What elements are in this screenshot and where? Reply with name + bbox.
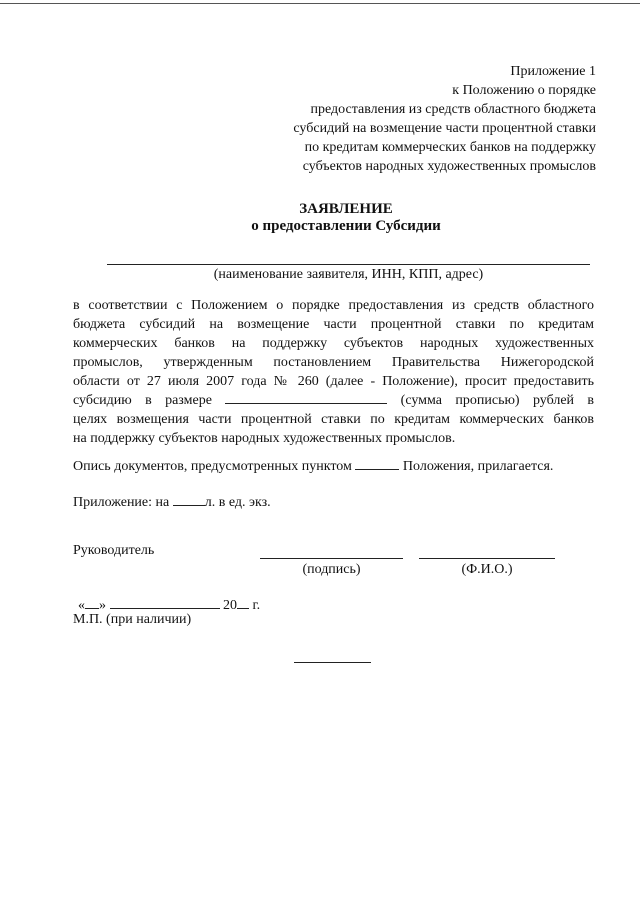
month-blank — [110, 596, 220, 609]
signer-label: Руководитель — [73, 543, 155, 558]
document-title: ЗАЯВЛЕНИЕ — [299, 201, 393, 217]
body-line-amount — [73, 391, 594, 410]
annex-line: субъектов народных художественных промыслов — [302, 159, 596, 174]
name-blank-line — [419, 558, 555, 559]
annex-header — [293, 62, 596, 176]
body-line: коммерческих банков на поддержку субъектов народных художественных — [73, 336, 594, 351]
end-separator-line — [294, 662, 371, 663]
attachment-text-after: л. в ед. экз. — [204, 495, 271, 510]
date-close-quote: » — [99, 598, 106, 613]
amount-label: субсидию в размере — [73, 393, 212, 408]
signature-caption: (подпись) — [302, 562, 361, 577]
annex-line: к Положению о порядке — [452, 83, 596, 98]
year-blank — [237, 596, 249, 609]
body-line: целях возмещения части процентной ставки по кредитам коммерческих банков — [73, 412, 594, 427]
year-prefix: 20 — [223, 598, 237, 613]
date-open-quote: « — [78, 598, 85, 613]
clause-number-blank — [355, 457, 399, 470]
attachment-text-before: Приложение: на — [73, 495, 170, 510]
top-border-line — [0, 3, 640, 4]
body-line: на поддержку субъектов народных художественных промыслов. — [73, 431, 456, 446]
day-blank — [85, 596, 99, 609]
inventory-text-before: Опись документов, предусмотренных пунктом — [73, 459, 352, 474]
body-line: бюджета субсидий на возмещение части процентной ставки по кредитам — [73, 317, 594, 332]
annex-line: Приложение 1 — [510, 64, 596, 79]
annex-line: субсидий на возмещение части процентной ставки — [293, 121, 596, 136]
document-subtitle: о предоставлении Субсидии — [251, 218, 441, 234]
name-caption: (Ф.И.О.) — [461, 562, 513, 577]
body-line: области от 27 июля 2007 года № 260 (далее - Положение), просит предоставить — [73, 374, 594, 389]
stamp-label: М.П. (при наличии) — [73, 612, 192, 627]
inventory-statement — [73, 457, 553, 475]
applicant-blank-line — [107, 264, 590, 265]
amount-caption: (сумма прописью) рублей в — [400, 393, 595, 408]
applicant-caption: (наименование заявителя, ИНН, КПП, адрес) — [213, 267, 484, 282]
body-line: промыслов, утвержденным постановлением Правительства Нижегородской — [73, 355, 594, 370]
attachment-statement — [73, 493, 271, 511]
signature-blank-line — [260, 558, 403, 559]
body-line: в соответствии с Положением о порядке предоставления из средств областного — [73, 298, 594, 313]
application-body — [73, 296, 594, 448]
year-suffix: г. — [252, 598, 261, 613]
amount-blank — [225, 391, 387, 404]
annex-line: предоставления из средств областного бюджета — [310, 102, 596, 117]
sheet-count-blank — [173, 493, 205, 506]
inventory-text-after: Положения, прилагается. — [402, 459, 554, 474]
annex-line: по кредитам коммерческих банков на поддержку — [304, 140, 596, 155]
